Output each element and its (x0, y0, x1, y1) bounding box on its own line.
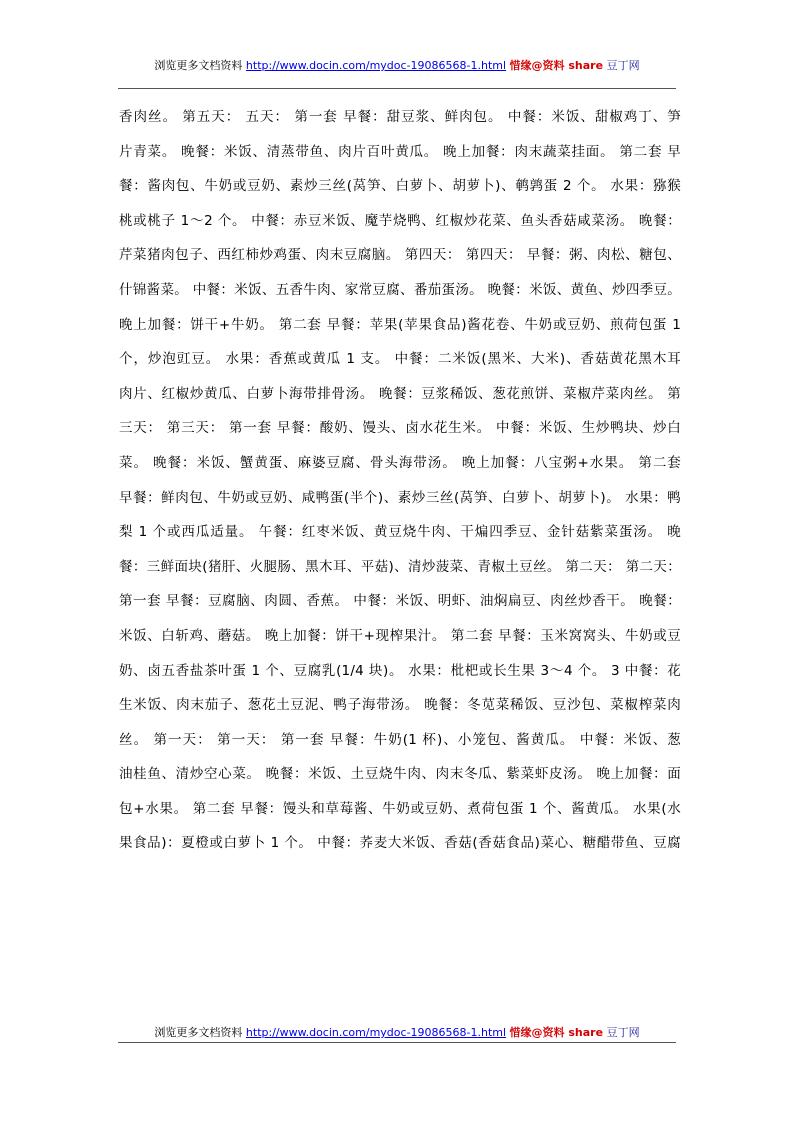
header-share-label: 惜缘@资料 share (509, 59, 604, 72)
text-line: 桃或桃子 1～2 个。 中餐：赤豆米饭、魔芋烧鸭、红椒炒花菜、鱼头香菇咸菜汤。 晚餐： (119, 212, 681, 229)
text-line: 个，炒泡豇豆。 水果：香蕉或黄瓜 1 支。 中餐：二米饭(黑米、大米)、香菇黄花黑木耳 (119, 351, 681, 368)
text-line: 丝。 第一天： 第一天： 第一套 早餐：牛奶(1 杯)、小笼包、酱黄瓜。 中餐：米饭、葱 (119, 731, 681, 748)
text-line: 餐：酱肉包、牛奶或豆奶、素炒三丝(莴笋、白萝卜、胡萝卜)、鹌鹑蛋 2 个。 水果：猕猴 (119, 178, 681, 195)
header-url-link[interactable]: http://www.docin.com/mydoc-19086568-1.html (245, 59, 507, 72)
text-line: 餐：三鲜面块(猪肝、火腿肠、黑木耳、平菇)、清炒菠菜、青椒土豆丝。 第二天： 第二天： (119, 558, 681, 575)
text-line: 米饭、白斩鸡、蘑菇。 晚上加餐：饼干+现榨果汁。 第二套 早餐：玉米窝窝头、牛奶或豆 (119, 627, 681, 644)
header-site-name: 豆丁网 (606, 59, 640, 72)
page-header (118, 59, 676, 73)
text-line: 肉片、红椒炒黄瓜、白萝卜海带排骨汤。 晚餐：豆浆稀饭、葱花煎饼、菜椒芹菜肉丝。 第 (119, 385, 681, 402)
text-line: 生米饭、肉末茄子、葱花土豆泥、鸭子海带汤。 晚餐：冬苋菜稀饭、豆沙包、菜椒榨菜肉 (119, 697, 681, 714)
text-line: 香肉丝。 第五天： 五天： 第一套 早餐：甜豆浆、鲜肉包。 中餐：米饭、甜椒鸡丁、笋 (119, 109, 681, 125)
text-line: 早餐：鲜肉包、牛奶或豆奶、咸鸭蛋(半个)、素炒三丝(莴笋、白萝卜、胡萝卜)。 水果：鸭 (119, 489, 681, 506)
text-line: 晚上加餐：饼干+牛奶。 第二套 早餐：苹果(苹果食品)酱花卷、牛奶或豆奶、煎荷包蛋 1 (119, 316, 681, 333)
body-text (119, 106, 681, 867)
text-line: 第一套 早餐：豆腐脑、肉圆、香蕉。 中餐：米饭、明虾、油焖扁豆、肉丝炒香干。 晚餐： (119, 593, 681, 610)
footer-divider (118, 1042, 676, 1043)
header-divider (118, 88, 676, 89)
text-line: 果食品)：夏橙或白萝卜 1 个。 中餐：荞麦大米饭、香菇(香菇食品)菜心、糖醋带鱼、豆腐 (119, 835, 681, 852)
page-footer (118, 1026, 676, 1040)
text-line: 梨 1 个或西瓜适量。 午餐：红枣米饭、黄豆烧牛肉、干煸四季豆、金针菇紫菜蛋汤。 晚 (119, 524, 681, 541)
header-prefix: 浏览更多文档资料 (154, 59, 243, 72)
text-line: 油桂鱼、清炒空心菜。 晚餐：米饭、土豆烧牛肉、肉末冬瓜、紫菜虾皮汤。 晚上加餐：面 (119, 766, 681, 783)
text-line: 三天： 第三天： 第一套 早餐：酸奶、馒头、卤水花生米。 中餐：米饭、生炒鸭块、炒白 (119, 420, 681, 437)
text-line: 奶、卤五香盐茶叶蛋 1 个、豆腐乳(1/4 块)。 水果：枇杷或长生果 3～4 个。 3 中餐：花 (119, 662, 681, 679)
text-line: 包+水果。 第二套 早餐：馒头和草莓酱、牛奶或豆奶、煮荷包蛋 1 个、酱黄瓜。 水果(水 (119, 800, 681, 817)
text-line: 片青菜。 晚餐：米饭、清蒸带鱼、肉片百叶黄瓜。 晚上加餐：肉末蔬菜挂面。 第二套 早 (119, 143, 681, 160)
footer-prefix: 浏览更多文档资料 (154, 1026, 243, 1039)
footer-share-label: 惜缘@资料 share (509, 1026, 604, 1039)
text-line: 什锦酱菜。 中餐：米饭、五香牛肉、家常豆腐、番茄蛋汤。 晚餐：米饭、黄鱼、炒四季豆。 (119, 281, 681, 298)
footer-site-name: 豆丁网 (606, 1026, 640, 1039)
footer-url-link[interactable]: http://www.docin.com/mydoc-19086568-1.html (245, 1026, 507, 1039)
text-line: 菜。 晚餐：米饭、蟹黄蛋、麻婆豆腐、骨头海带汤。 晚上加餐：八宝粥+水果。 第二套 (119, 454, 681, 471)
text-line: 芹菜猪肉包子、西红柿炒鸡蛋、肉末豆腐脑。 第四天： 第四天： 早餐：粥、肉松、糖包、 (119, 247, 681, 264)
